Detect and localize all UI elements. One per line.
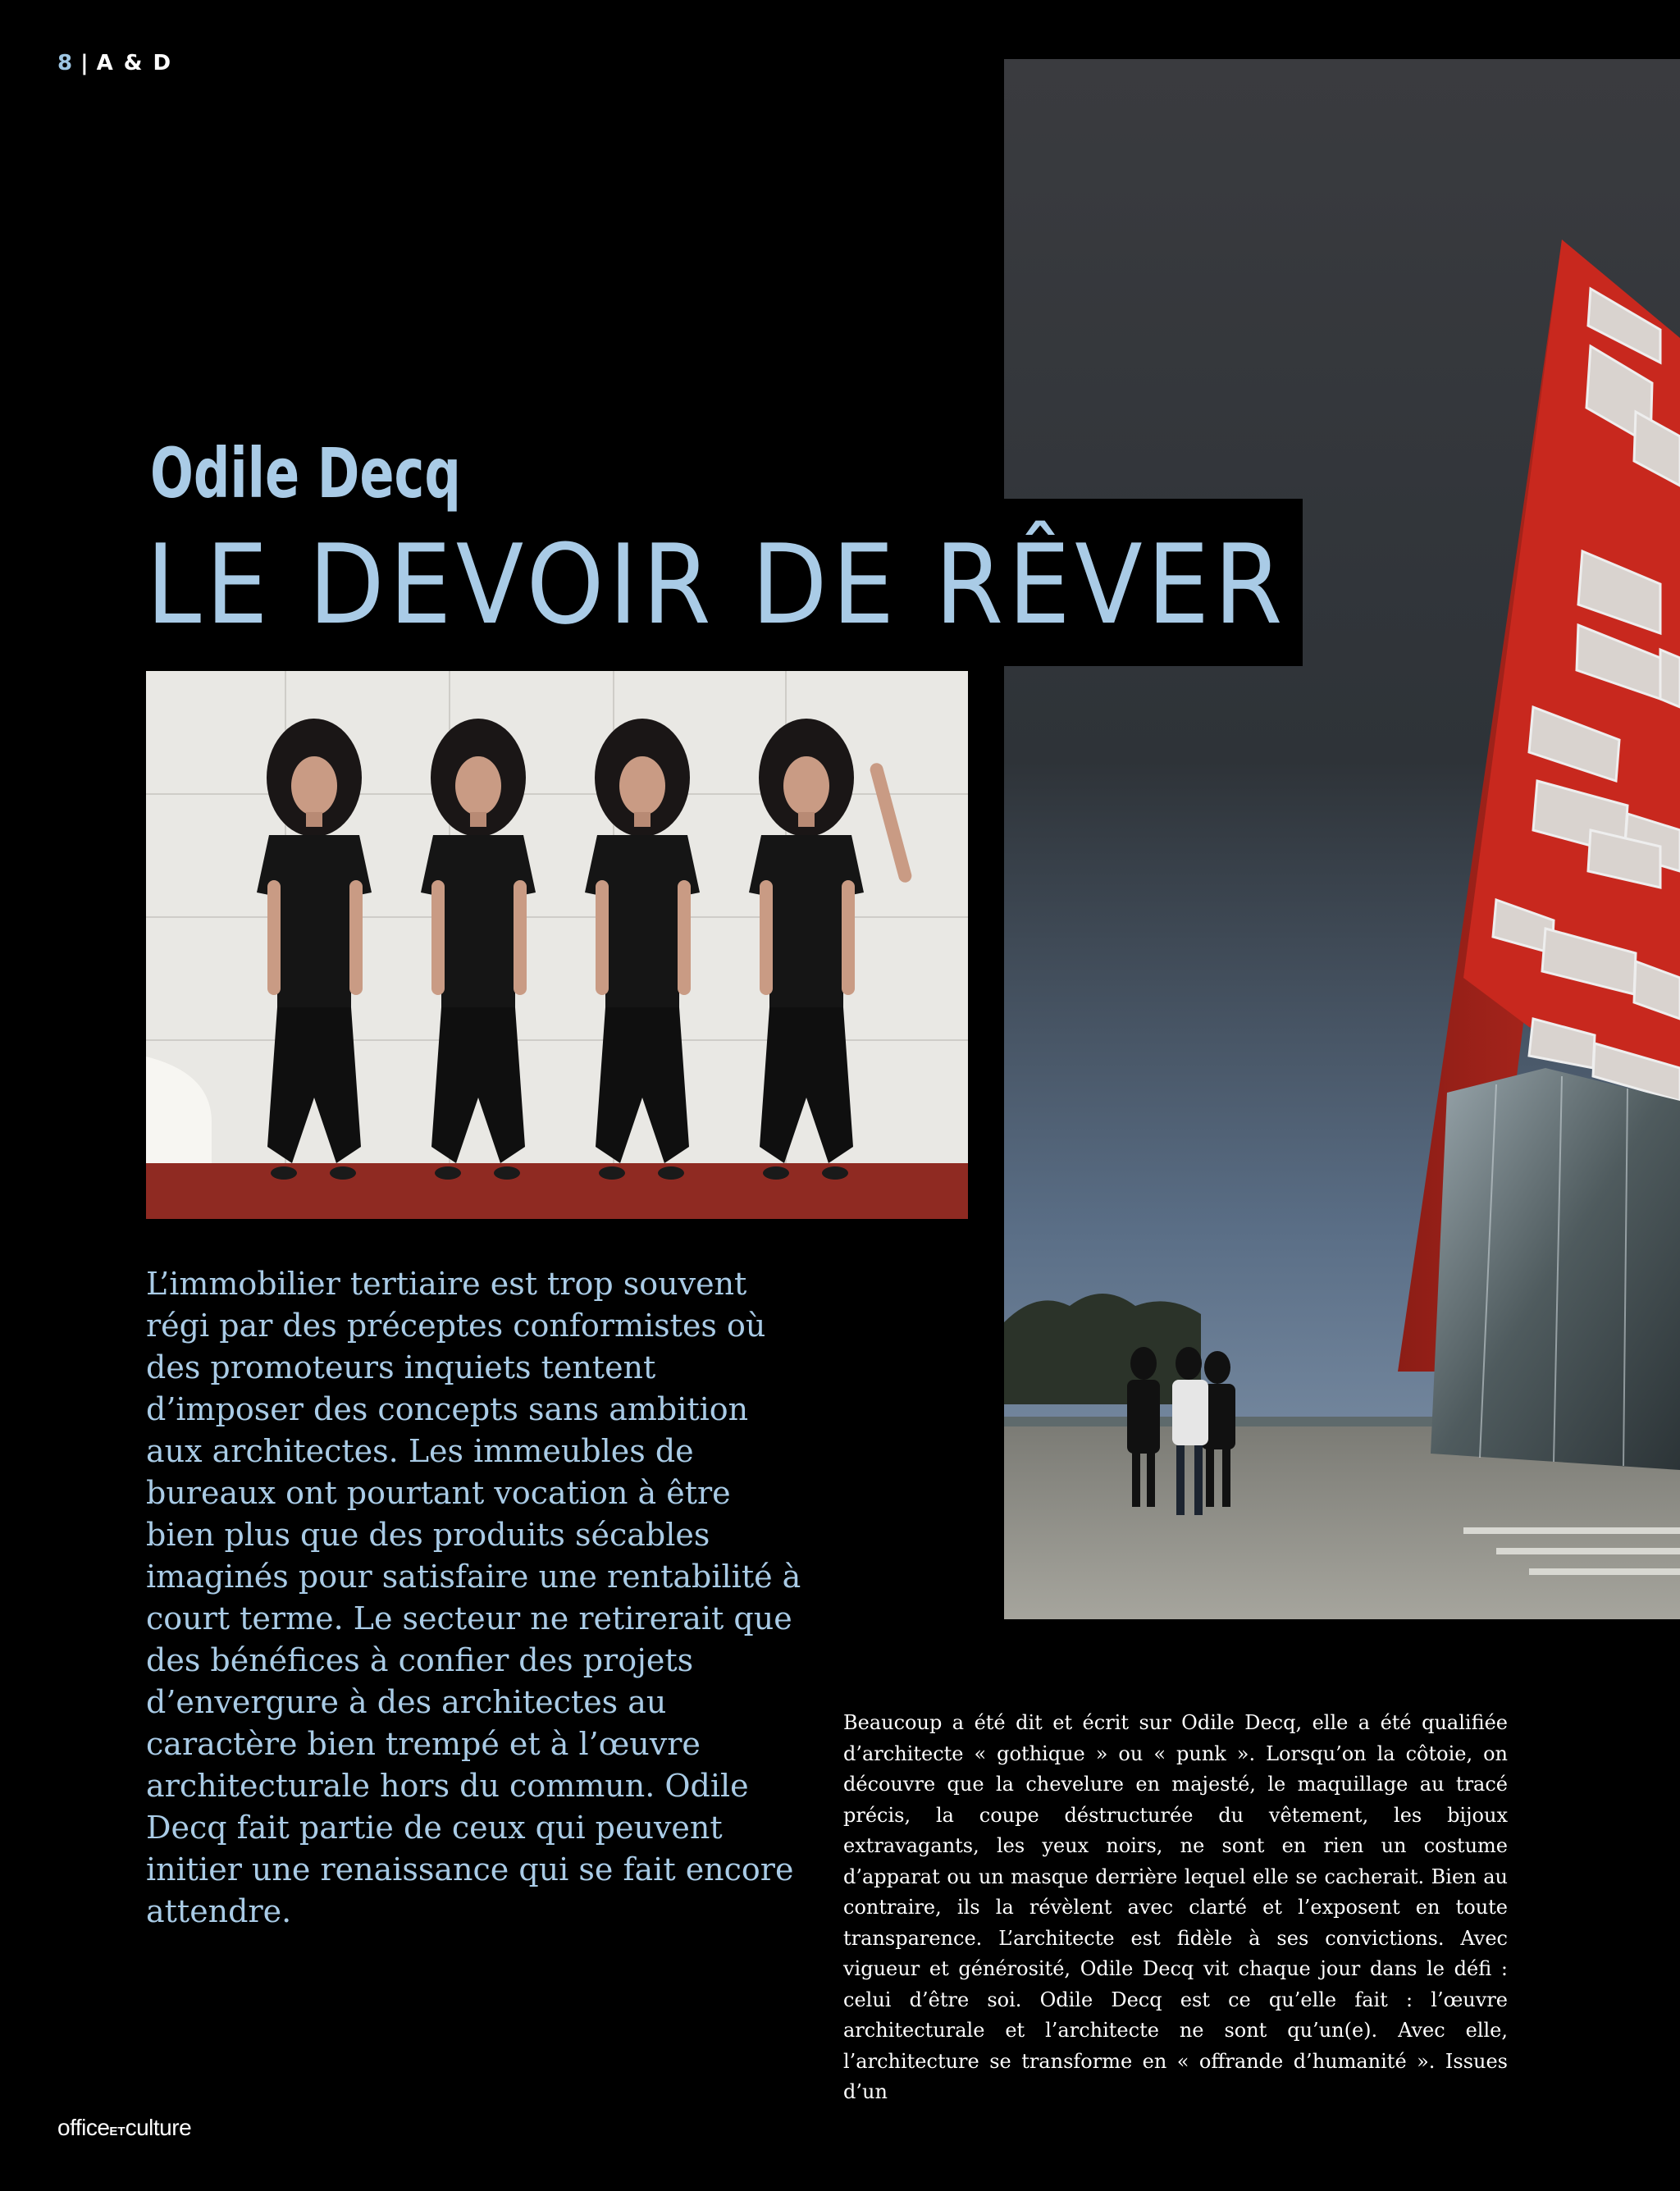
header-separator: | [80, 51, 90, 75]
page-number: 8 [57, 51, 75, 75]
section-label: A & D [96, 51, 173, 75]
article-title: LE DEVOIR DE RÊVER [146, 521, 1287, 649]
page-header [57, 51, 172, 75]
logo-et: ET [109, 2125, 126, 2139]
portrait-photo [146, 671, 968, 1219]
building-photo [1004, 59, 1680, 1619]
body-paragraph: Beaucoup a été dit et écrit sur Odile Decq, elle a été qualifiée d’architecte « gothique » ou « punk ». Lorsqu’on la côtoie, on découvre que la chevelure en majesté, le maquillage au tracé précis, la coupe déstructurée du vêtement, les bijoux extravagants, les yeux noirs, ne sont en rien un costume d’apparat ou un masque derrière lequel elle se cacherait. Bien au contraire, ils la révèlent avec clarté et l’exposent en toute transparence. L’architecte est fidèle à ses convictions. Avec vigueur et générosité, Odile Decq vit chaque jour dans le défi : celui d’être soi. Odile Decq est ce qu’elle fait : l’œuvre architecturale et l’architecte ne sont qu’un(e). Avec elle, l’architecture se transforme en « offrande d’humanité ». Issues d’un [843, 1711, 1508, 2103]
intro-paragraph: L’immobilier tertiaire est trop souvent régi par des préceptes conformistes où des promoteurs inquiets tentent d’imposer des concepts sans ambition aux architectes. Les immeubles de bureaux ont pourtant vocation à être bien plus que des produits sécables imaginés pour satisfaire une rentabilité à court terme. Le secteur ne retirerait que des bénéfices à confier des projets d’envergure à des architectes au caractère bien trempé et à l’œuvre architecturale hors du commun. Odile Decq fait partie de ceux qui peuvent initier une renaissance qui se fait encore attendre. [146, 1266, 801, 1929]
logo-culture: culture [125, 2115, 192, 2140]
logo-office: office [57, 2115, 110, 2140]
publication-logo [57, 2115, 191, 2141]
article-subtitle: Odile Decq [150, 433, 461, 514]
